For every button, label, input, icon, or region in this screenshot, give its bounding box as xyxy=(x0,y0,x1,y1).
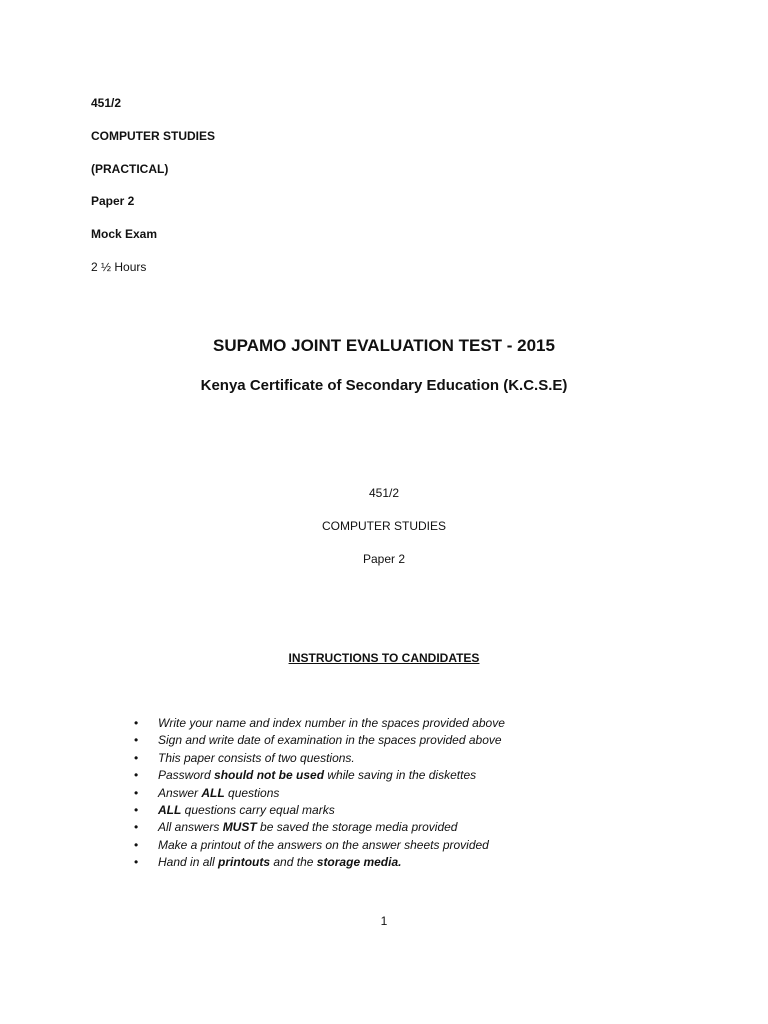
exam-subtitle: Kenya Certificate of Secondary Education (K.C.S.E) xyxy=(200,377,568,394)
subject-name: COMPUTER STUDIES xyxy=(91,129,216,143)
instruction-text: Sign and write date of examination in the spaces provided above xyxy=(158,733,502,748)
paper-type: (PRACTICAL) xyxy=(91,162,169,176)
instruction-text: All answers xyxy=(158,820,223,835)
bullet-icon: • xyxy=(134,855,139,870)
instruction-emphasis: storage media. xyxy=(316,855,402,870)
list-item xyxy=(130,785,505,802)
list-item xyxy=(130,837,505,854)
bullet-icon: • xyxy=(134,716,139,730)
instruction-text: questions carry equal marks xyxy=(181,803,335,818)
detail-subject: COMPUTER STUDIES xyxy=(321,519,446,533)
instruction-text: and the xyxy=(270,855,317,870)
instruction-emphasis: printouts xyxy=(218,855,271,870)
bullet-icon: • xyxy=(134,768,139,783)
instruction-text: This paper consists of two questions. xyxy=(158,750,355,765)
instruction-text: be saved the storage media provided xyxy=(256,820,458,835)
bullet-icon: • xyxy=(134,733,139,748)
detail-code: 451/2 xyxy=(368,486,400,500)
list-item xyxy=(130,802,505,819)
list-item xyxy=(130,732,505,749)
instruction-emphasis: should not be used xyxy=(214,768,325,783)
exam-title: SUPAMO JOINT EVALUATION TEST - 2015 xyxy=(213,336,555,355)
list-item xyxy=(130,854,505,871)
bullet-icon: • xyxy=(134,837,139,852)
instruction-text: Make a printout of the answers on the answer sheets provided xyxy=(158,837,489,852)
list-item xyxy=(130,819,505,836)
bullet-icon: • xyxy=(134,820,139,835)
instruction-text: Answer xyxy=(158,785,202,800)
list-item xyxy=(130,715,505,732)
instruction-emphasis: MUST xyxy=(222,820,257,835)
bullet-icon: • xyxy=(134,750,139,765)
paper-number: Paper 2 xyxy=(91,194,135,208)
instruction-text: Hand in all xyxy=(158,855,219,870)
page-number: 1 xyxy=(380,914,388,928)
list-item xyxy=(130,750,505,767)
instructions-heading: INSTRUCTIONS TO CANDIDATES xyxy=(288,651,480,665)
detail-paper: Paper 2 xyxy=(362,552,406,566)
bullet-icon: • xyxy=(134,803,139,818)
bullet-icon: • xyxy=(134,785,139,800)
instructions-list xyxy=(130,715,505,872)
instruction-text: Write your name and index number in the spaces provided above xyxy=(158,716,505,730)
exam-duration: 2 ½ Hours xyxy=(91,260,147,274)
instruction-text: while saving in the diskettes xyxy=(324,768,477,783)
instruction-emphasis: ALL xyxy=(158,803,182,818)
list-item xyxy=(130,767,505,784)
instruction-text: questions xyxy=(224,785,280,800)
instruction-emphasis: ALL xyxy=(201,785,225,800)
exam-type: Mock Exam xyxy=(91,227,158,241)
instruction-text: Password xyxy=(158,768,215,783)
paper-code: 451/2 xyxy=(91,96,122,110)
